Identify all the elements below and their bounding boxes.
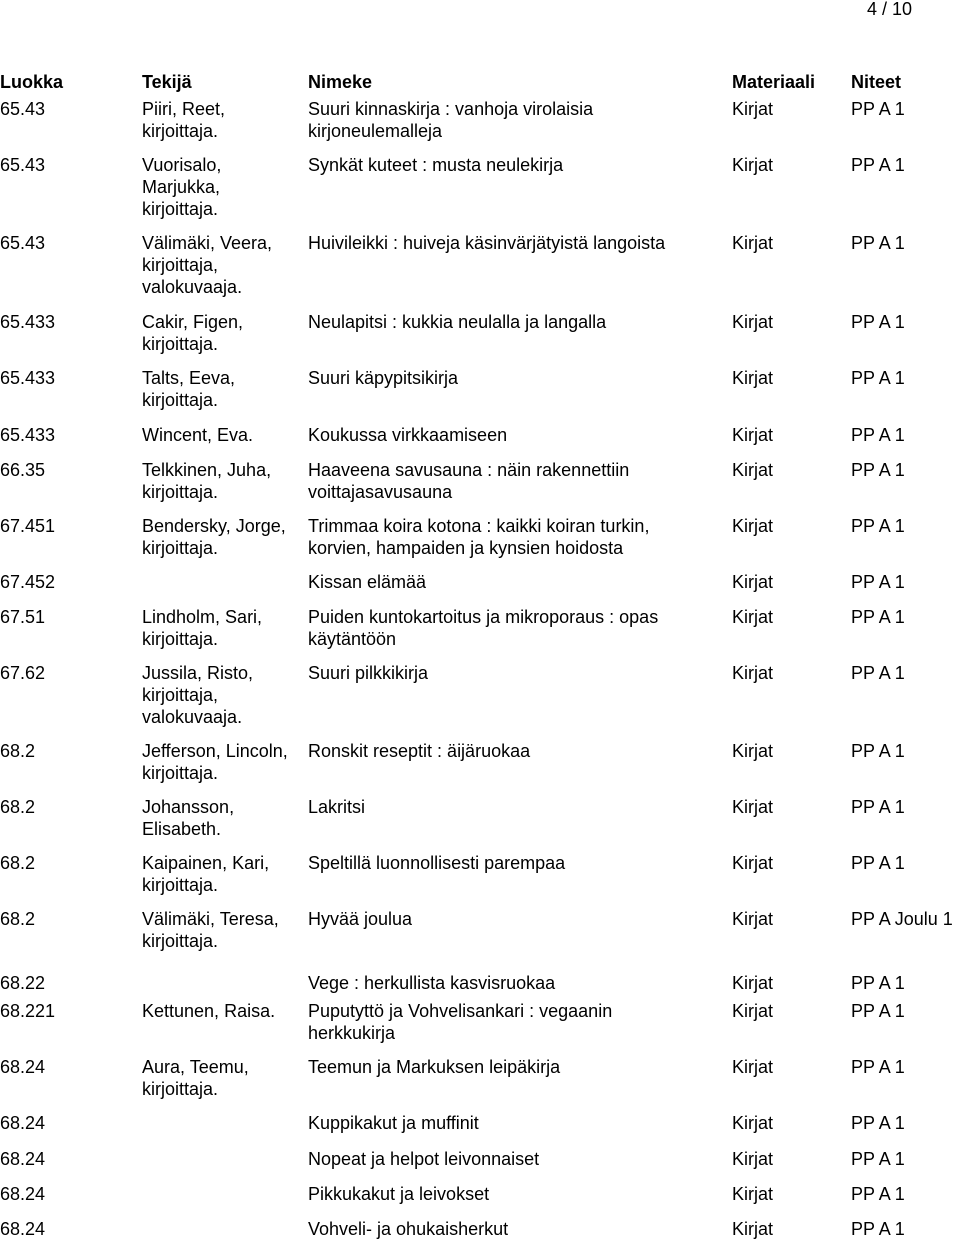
tekija-line: Cakir, Figen, — [142, 312, 244, 332]
tekija-line: kirjoittaja. — [142, 334, 219, 354]
nimeke-line: Nopeat ja helpot leivonnaiset — [308, 1149, 540, 1169]
cell-luokka: 65.43 — [0, 233, 46, 253]
nimeke-line: Speltillä luonnollisesti parempaa — [308, 853, 566, 873]
cell-materiaali: Kirjat — [732, 1219, 774, 1239]
cell-nimeke — [308, 424, 728, 446]
cell-tekija — [142, 515, 307, 559]
cell-nimeke — [308, 367, 728, 389]
cell-materiaali: Kirjat — [732, 741, 774, 761]
header-nimeke: Nimeke — [308, 72, 373, 92]
cell-luokka: 65.43 — [0, 155, 46, 175]
tekija-line: valokuvaaja. — [142, 277, 243, 297]
tekija-line: kirjoittaja, — [142, 255, 219, 275]
tekija-line: kirjoittaja, — [142, 685, 219, 705]
cell-nimeke — [308, 1183, 728, 1205]
nimeke-line: Pikkukakut ja leivokset — [308, 1184, 490, 1204]
nimeke-line: voittajasavusauna — [308, 482, 453, 502]
cell-nimeke — [308, 515, 728, 559]
tekija-line: Kaipainen, Kari, — [142, 853, 270, 873]
cell-niteet: PP A 1 — [851, 607, 905, 627]
tekija-line: kirjoittaja. — [142, 390, 219, 410]
cell-niteet: PP A 1 — [851, 572, 905, 592]
cell-niteet: PP A 1 — [851, 1113, 905, 1133]
nimeke-line: herkkukirja — [308, 1023, 396, 1043]
cell-luokka: 68.24 — [0, 1219, 46, 1239]
cell-niteet: PP A 1 — [851, 797, 905, 817]
nimeke-line: Kissan elämää — [308, 572, 427, 592]
cell-luokka: 67.452 — [0, 572, 56, 592]
cell-tekija — [142, 459, 307, 503]
cell-materiaali: Kirjat — [732, 99, 774, 119]
tekija-line: Piiri, Reet, — [142, 99, 226, 119]
cell-luokka: 67.62 — [0, 663, 46, 683]
tekija-line: kirjoittaja. — [142, 538, 219, 558]
tekija-line: kirjoittaja. — [142, 875, 219, 895]
cell-materiaali: Kirjat — [732, 572, 774, 592]
cell-materiaali: Kirjat — [732, 233, 774, 253]
page-number: 4 / 10 — [866, 0, 912, 19]
cell-niteet: PP A Joulu 1 — [851, 909, 953, 929]
cell-nimeke — [308, 1148, 728, 1170]
cell-luokka: 65.43 — [0, 99, 46, 119]
cell-materiaali: Kirjat — [732, 516, 774, 536]
cell-tekija — [142, 154, 307, 220]
cell-niteet: PP A 1 — [851, 233, 905, 253]
nimeke-line: Trimmaa koira kotona : kaikki koiran turkin, — [308, 516, 650, 536]
cell-nimeke — [308, 740, 728, 762]
cell-niteet: PP A 1 — [851, 368, 905, 388]
tekija-line: Jefferson, Lincoln, — [142, 741, 288, 761]
cell-luokka: 68.2 — [0, 853, 36, 873]
cell-nimeke — [308, 571, 728, 593]
nimeke-line: Vohveli- ja ohukaisherkut — [308, 1219, 509, 1239]
cell-tekija — [142, 311, 307, 355]
cell-materiaali: Kirjat — [732, 1149, 774, 1169]
cell-luokka: 68.2 — [0, 797, 36, 817]
tekija-line: kirjoittaja. — [142, 1079, 219, 1099]
cell-materiaali: Kirjat — [732, 312, 774, 332]
nimeke-line: Suuri kinnaskirja : vanhoja virolaisia — [308, 99, 594, 119]
tekija-line: Jussila, Risto, — [142, 663, 254, 683]
cell-nimeke — [308, 1000, 728, 1044]
cell-luokka: 68.24 — [0, 1113, 46, 1133]
nimeke-line: Haaveena savusauna : näin rakennettiin — [308, 460, 630, 480]
nimeke-line: Puiden kuntokartoitus ja mikroporaus : opas — [308, 607, 659, 627]
cell-luokka: 68.24 — [0, 1184, 46, 1204]
cell-tekija — [142, 1000, 307, 1022]
nimeke-line: Hyvää joulua — [308, 909, 413, 929]
cell-luokka: 68.2 — [0, 909, 36, 929]
nimeke-line: kirjoneulemalleja — [308, 121, 443, 141]
tekija-line: Wincent, Eva. — [142, 425, 254, 445]
tekija-line: Bendersky, Jorge, — [142, 516, 286, 536]
nimeke-line: Synkät kuteet : musta neulekirja — [308, 155, 564, 175]
cell-materiaali: Kirjat — [732, 1184, 774, 1204]
cell-tekija — [142, 908, 307, 952]
cell-nimeke — [308, 852, 728, 874]
cell-luokka: 68.22 — [0, 973, 46, 993]
cell-materiaali: Kirjat — [732, 1001, 774, 1021]
header-luokka: Luokka — [0, 72, 64, 92]
cell-nimeke — [308, 1056, 728, 1078]
nimeke-line: Teemun ja Markuksen leipäkirja — [308, 1057, 561, 1077]
tekija-line: kirjoittaja. — [142, 199, 219, 219]
nimeke-line: Neulapitsi : kukkia neulalla ja langalla — [308, 312, 607, 332]
tekija-line: kirjoittaja. — [142, 763, 219, 783]
header-niteet: Niteet — [851, 72, 902, 92]
cell-tekija — [142, 852, 307, 896]
cell-materiaali: Kirjat — [732, 368, 774, 388]
cell-luokka: 67.51 — [0, 607, 46, 627]
cell-luokka: 68.24 — [0, 1057, 46, 1077]
header-materiaali: Materiaali — [732, 72, 816, 92]
tekija-line: kirjoittaja. — [142, 931, 219, 951]
header-tekija: Tekijä — [142, 72, 192, 92]
tekija-line: Marjukka, — [142, 177, 221, 197]
cell-nimeke — [308, 459, 728, 503]
cell-niteet: PP A 1 — [851, 1149, 905, 1169]
cell-luokka: 68.24 — [0, 1149, 46, 1169]
cell-tekija — [142, 424, 307, 446]
cell-materiaali: Kirjat — [732, 797, 774, 817]
tekija-line: Johansson, — [142, 797, 235, 817]
nimeke-line: Ronskit reseptit : äijäruokaa — [308, 741, 531, 761]
cell-luokka: 67.451 — [0, 516, 56, 536]
cell-niteet: PP A 1 — [851, 155, 905, 175]
tekija-line: Vuorisalo, — [142, 155, 222, 175]
cell-tekija — [142, 740, 307, 784]
cell-niteet: PP A 1 — [851, 663, 905, 683]
tekija-line: valokuvaaja. — [142, 707, 243, 727]
cell-materiaali: Kirjat — [732, 460, 774, 480]
cell-nimeke — [308, 1112, 728, 1134]
tekija-line: kirjoittaja. — [142, 629, 219, 649]
cell-nimeke — [308, 1218, 728, 1240]
cell-nimeke — [308, 311, 728, 333]
nimeke-line: Suuri pilkkikirja — [308, 663, 429, 683]
cell-nimeke — [308, 796, 728, 818]
cell-materiaali: Kirjat — [732, 425, 774, 445]
cell-luokka: 65.433 — [0, 425, 56, 445]
cell-materiaali: Kirjat — [732, 973, 774, 993]
nimeke-line: Lakritsi — [308, 797, 366, 817]
cell-luokka: 68.221 — [0, 1001, 56, 1021]
cell-niteet: PP A 1 — [851, 741, 905, 761]
nimeke-line: Vege : herkullista kasvisruokaa — [308, 973, 556, 993]
tekija-line: Elisabeth. — [142, 819, 222, 839]
cell-niteet: PP A 1 — [851, 516, 905, 536]
cell-niteet: PP A 1 — [851, 312, 905, 332]
nimeke-line: Huivileikki : huiveja käsinvärjätyistä langoista — [308, 233, 666, 253]
tekija-line: Telkkinen, Juha, — [142, 460, 272, 480]
tekija-line: Kettunen, Raisa. — [142, 1001, 276, 1021]
cell-tekija — [142, 98, 307, 142]
nimeke-line: Puputyttö ja Vohvelisankari : vegaanin — [308, 1001, 613, 1021]
cell-materiaali: Kirjat — [732, 1113, 774, 1133]
cell-tekija — [142, 796, 307, 840]
tekija-line: Aura, Teemu, — [142, 1057, 249, 1077]
cell-tekija — [142, 662, 307, 728]
cell-materiaali: Kirjat — [732, 1057, 774, 1077]
cell-tekija — [142, 1056, 307, 1100]
cell-nimeke — [308, 98, 728, 142]
cell-luokka: 65.433 — [0, 368, 56, 388]
cell-niteet: PP A 1 — [851, 99, 905, 119]
cell-nimeke — [308, 154, 728, 176]
nimeke-line: Koukussa virkkaamiseen — [308, 425, 508, 445]
cell-niteet: PP A 1 — [851, 973, 905, 993]
nimeke-line: Kuppikakut ja muffinit — [308, 1113, 479, 1133]
tekija-line: Välimäki, Teresa, — [142, 909, 279, 929]
cell-niteet: PP A 1 — [851, 460, 905, 480]
cell-niteet: PP A 1 — [851, 853, 905, 873]
cell-materiaali: Kirjat — [732, 663, 774, 683]
cell-tekija — [142, 367, 307, 411]
cell-niteet: PP A 1 — [851, 1057, 905, 1077]
cell-materiaali: Kirjat — [732, 853, 774, 873]
cell-luokka: 68.2 — [0, 741, 36, 761]
cell-nimeke — [308, 606, 728, 650]
cell-nimeke — [308, 972, 728, 994]
cell-niteet: PP A 1 — [851, 1219, 905, 1239]
cell-luokka: 66.35 — [0, 460, 46, 480]
tekija-line: Talts, Eeva, — [142, 368, 236, 388]
cell-nimeke — [308, 232, 728, 254]
tekija-line: kirjoittaja. — [142, 482, 219, 502]
nimeke-line: korvien, hampaiden ja kynsien hoidosta — [308, 538, 624, 558]
cell-niteet: PP A 1 — [851, 425, 905, 445]
nimeke-line: Suuri käpypitsikirja — [308, 368, 459, 388]
cell-materiaali: Kirjat — [732, 607, 774, 627]
cell-nimeke — [308, 662, 728, 684]
tekija-line: Lindholm, Sari, — [142, 607, 263, 627]
nimeke-line: käytäntöön — [308, 629, 397, 649]
tekija-line: kirjoittaja. — [142, 121, 219, 141]
tekija-line: Välimäki, Veera, — [142, 233, 273, 253]
cell-materiaali: Kirjat — [732, 909, 774, 929]
cell-materiaali: Kirjat — [732, 155, 774, 175]
cell-nimeke — [308, 908, 728, 930]
cell-tekija — [142, 606, 307, 650]
cell-tekija — [142, 232, 307, 298]
cell-niteet: PP A 1 — [851, 1184, 905, 1204]
cell-luokka: 65.433 — [0, 312, 56, 332]
cell-niteet: PP A 1 — [851, 1001, 905, 1021]
